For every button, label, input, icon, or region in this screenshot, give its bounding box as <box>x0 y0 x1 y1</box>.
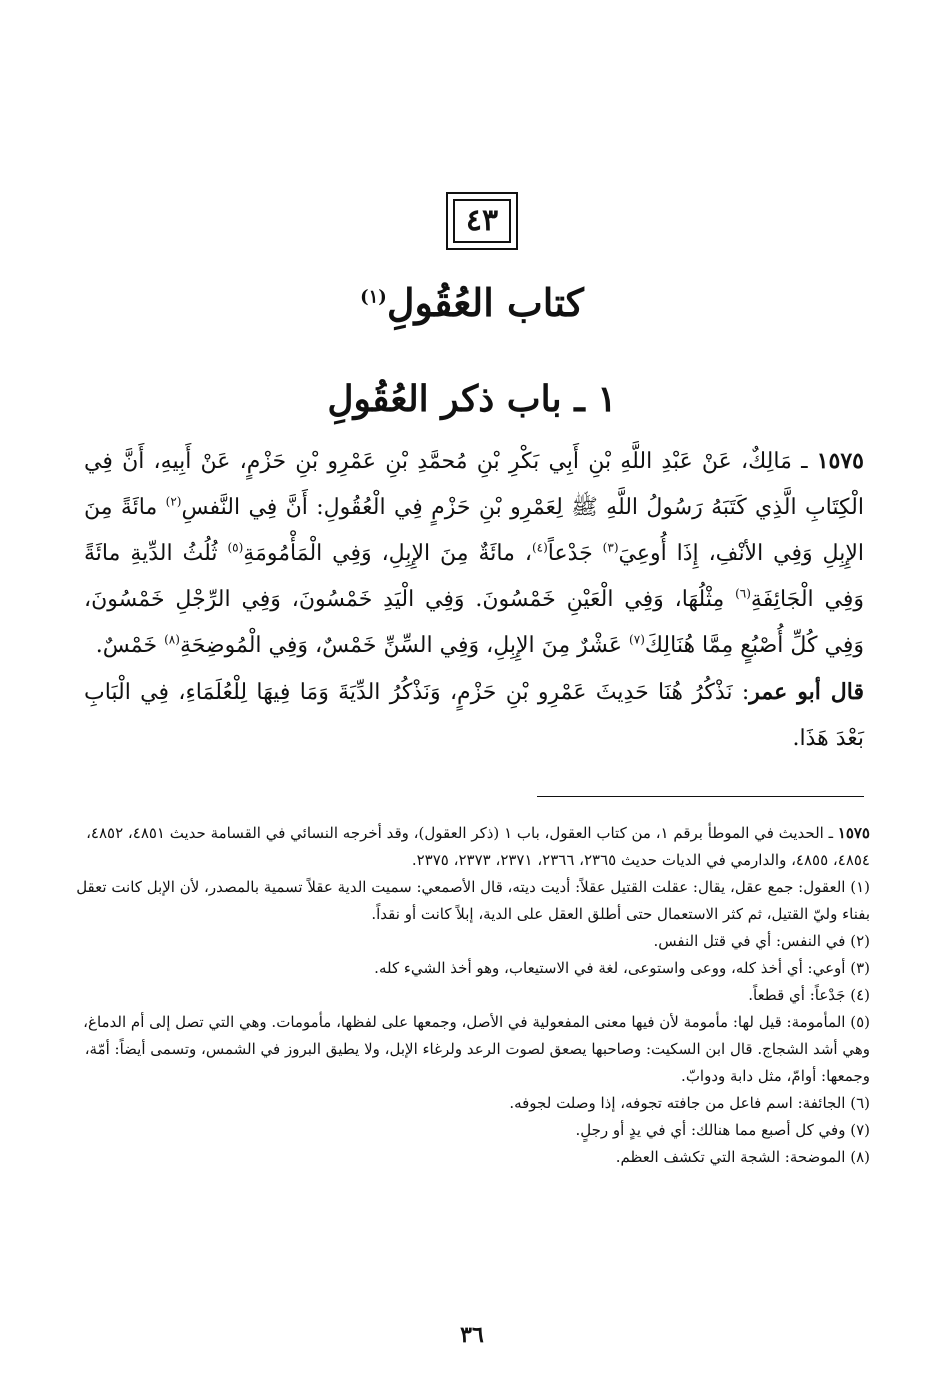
main-text <box>84 438 864 762</box>
footnote-text: الجائفة: اسم فاعل من جافته تجوفه، إذا وصلت لجوفه. <box>509 1094 851 1112</box>
footnote-lead: (٤) <box>850 986 870 1004</box>
footnote-2 <box>70 928 870 955</box>
footnote-marker-6: (٦) <box>735 586 751 601</box>
footnote-marker-3: (٣) <box>602 540 619 555</box>
footnote-hadith-source <box>70 820 870 874</box>
footnote-marker-7: (٧) <box>629 632 645 647</box>
hadith-text-5: ثُلُثُ الدِّيةِ مائَةً وَفِي الْجَائِفَةِ <box>84 541 864 612</box>
chapter-title: ١ ـ باب ذكر العُقُولِ <box>327 378 617 420</box>
book-number: ٤٣ <box>453 199 511 243</box>
footnote-3 <box>70 955 870 982</box>
footnote-text: في النفس: أي في قتل النفس. <box>653 932 851 950</box>
footnote-4 <box>70 982 870 1009</box>
footnote-lead: ١٥٧٥ <box>837 824 870 842</box>
footnote-text: وفي كل أصبع مما هنالك: أي في يدٍ أو رجلٍ. <box>575 1121 851 1139</box>
footnote-text: العقول: جمع عقل، يقال: عقلت القتيل عقلاً: أديت ديته، قال الأصمعي: سميت الدية عقلاً تسمية بالمصدر، لأن الإبل كانت تعقل بفناء وليّ القتيل، ثم كثر الاستعمال حتى أطلق العقل على الدية، إبلاً كانت أو نقداً. <box>76 878 870 923</box>
hadith-text-8: خَمْسٌ. <box>95 633 165 658</box>
footnote-text: المأمومة: قيل لها: مأمومة لأن فيها معنى المفعولية في الأصل، وجمعها على لفظها، مأمومات. وهي التي تصل إلى أم الدماغ، وهي أشد الشجاج. قال ابن السكيت: وصاحبها يصعق لصوت الرعد ولرغاء الإبل، ولا يطيق البروز في الشمس، وتسمى أيضاً: أمّة، وجمعها: أوامّ، مثل دابة ودوابّ. <box>83 1013 870 1085</box>
footnote-8 <box>70 1144 870 1171</box>
footnote-marker-4: (٤) <box>531 540 548 555</box>
hadith-text-2: مائَةً مِنَ الإِبِلِ وَفِي الأنْفِ، إِذَا أُوعِيَ <box>84 495 864 566</box>
hadith-text-4: ، مائَةٌ مِنَ الإِبِلِ، وَفِي الْمَأْمُومَةِ <box>243 541 532 566</box>
footnote-lead: (٣) <box>850 959 870 977</box>
footnote-lead: (٨) <box>850 1148 870 1166</box>
footnotes <box>70 820 870 1171</box>
hadith-text-1: ـ مَالِكٌ، عَنْ عَبْدِ اللَّهِ بْنِ أَبِي بَكْرِ بْنِ مُحمَّدِ بْنِ عَمْرِو بْنِ حَزْمٍ، عَنْ أَبِيهِ، أَنَّ فِي الْكِتَابِ الَّذِي كَتَبَهُ رَسُولُ اللَّهِ ﷺ لِعَمْرِو بْنِ حَزْمٍ فِي الْعُقُولِ: أَنَّ فِي النَّفسِ <box>84 449 864 520</box>
footnote-lead: (٧) <box>850 1121 870 1139</box>
commentary-speaker: قال أبو عمر <box>749 679 864 705</box>
footnote-divider <box>537 796 864 797</box>
footnote-marker-8: (٨) <box>164 632 180 647</box>
hadith-text-6: مِثْلُهَا، وَفِي الْعَيْنِ خَمْسُونَ. وَفِي الْيَدِ خَمْسُونَ، وَفِي الرِّجْلِ خَمْسُونَ، وَفِي كُلِّ أُصْبُعٍ مِمَّا هُنَالِكَ <box>84 587 864 658</box>
book-title <box>0 280 944 325</box>
hadith-text-3: جَدْعاً <box>547 541 603 566</box>
commentary-paragraph <box>84 669 864 762</box>
footnote-5 <box>70 1009 870 1090</box>
hadith-text-7: عَشْرٌ مِنَ الإِبِلِ، وَفِي السِّنِّ خَمْسٌ، وَفِي الْمُوضِحَةِ <box>179 633 630 658</box>
footnote-6 <box>70 1090 870 1117</box>
page-number: ٣٦ <box>460 1322 484 1348</box>
footnote-lead: (٥) <box>850 1013 870 1031</box>
book-title-footnote-marker: (١) <box>360 286 387 308</box>
footnote-lead: (٢) <box>850 932 870 950</box>
footnote-marker-5: (٥) <box>227 540 244 555</box>
footnote-text: الموضحة: الشجة التي تكشف العظم. <box>615 1148 851 1166</box>
footnote-marker-2: (٢) <box>165 494 182 509</box>
footnote-text: ـ الحديث في الموطأ برقم ١، من كتاب العقول، باب ١ (ذكر العقول)، وقد أخرجه النسائي في القسامة حديث ٤٨٥١، ٤٨٥٢، ٤٨٥٤، ٤٨٥٥، والدارمي في الديات حديث ٢٣٦٥، ٢٣٦٦، ٢٣٧١، ٢٣٧٣، ٢٣٧٥. <box>86 824 870 869</box>
footnote-lead: (٦) <box>850 1094 870 1112</box>
commentary-text: : نَذْكُرُ هُنَا حَدِيثَ عَمْرِو بْنِ حَزْمٍ، وَنَذْكُرُ الدِّيَةَ وَمَا فِيهَا لِلْعُلَمَاءِ، فِي الْبَابِ بَعْدَ هَذَا. <box>84 680 864 751</box>
footnote-1 <box>70 874 870 928</box>
footnote-text: أوعي: أي أخذ كله، ووعى واستوعى، لغة في الاستيعاب، وهو أخذ الشيء كله. <box>374 959 851 977</box>
hadith-number: ١٥٧٥ <box>816 448 864 474</box>
book-number-frame <box>446 192 518 250</box>
hadith-paragraph <box>84 438 864 669</box>
footnote-lead: (١) <box>850 878 870 896</box>
footnote-7 <box>70 1117 870 1144</box>
book-title-text: كتاب العُقُولِ <box>386 280 584 325</box>
footnote-text: جَدْعاً: أي قطعاً. <box>748 986 851 1004</box>
